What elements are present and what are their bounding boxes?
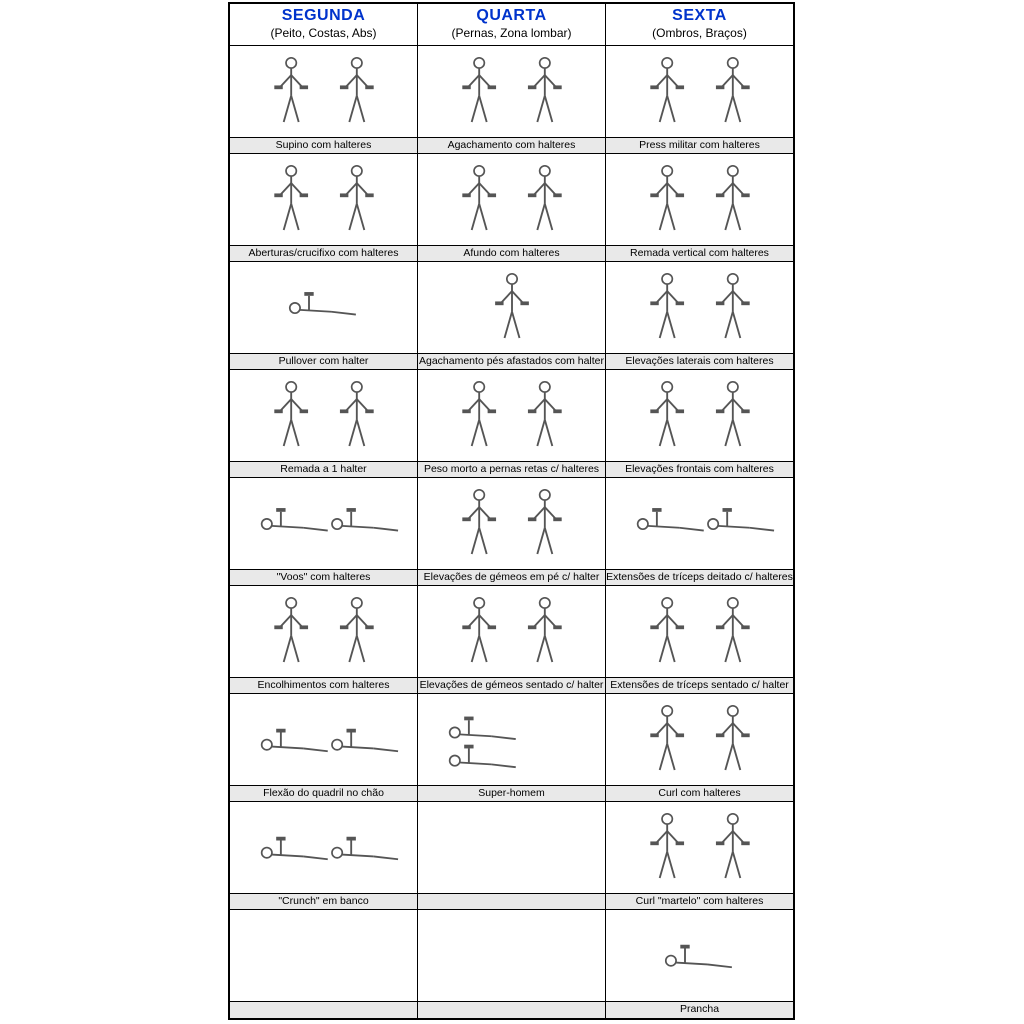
exercise-caption: "Crunch" em banco bbox=[230, 893, 417, 910]
exercise-cell bbox=[230, 586, 417, 694]
day-label: SEGUNDA bbox=[281, 7, 366, 24]
exercise-cell bbox=[418, 694, 605, 802]
exercise-illustration bbox=[418, 46, 605, 137]
column-header bbox=[606, 4, 793, 46]
column-sexta bbox=[606, 4, 793, 1018]
exercise-cell bbox=[418, 154, 605, 262]
exercise-caption bbox=[418, 893, 605, 910]
exercise-illustration bbox=[230, 478, 417, 569]
muscle-group-label: (Ombros, Braços) bbox=[652, 26, 747, 40]
exercise-cell bbox=[606, 46, 793, 154]
exercise-caption bbox=[418, 1001, 605, 1018]
exercise-caption: Supino com halteres bbox=[230, 137, 417, 154]
day-label: SEXTA bbox=[672, 7, 727, 24]
exercise-illustration bbox=[230, 46, 417, 137]
exercise-caption: Encolhimentos com halteres bbox=[230, 677, 417, 694]
exercise-illustration bbox=[606, 802, 793, 893]
column-header bbox=[418, 4, 605, 46]
exercise-caption: Curl com halteres bbox=[606, 785, 793, 802]
workout-table bbox=[228, 2, 795, 1020]
exercise-illustration bbox=[606, 154, 793, 245]
exercise-cell bbox=[418, 262, 605, 370]
exercise-cell bbox=[230, 802, 417, 910]
exercise-illustration bbox=[606, 694, 793, 785]
exercise-illustration bbox=[230, 154, 417, 245]
column-segunda bbox=[230, 4, 418, 1018]
exercise-caption: Flexão do quadril no chão bbox=[230, 785, 417, 802]
exercise-cell bbox=[230, 262, 417, 370]
exercise-caption: Aberturas/crucifixo com halteres bbox=[230, 245, 417, 262]
exercise-cell bbox=[606, 478, 793, 586]
exercise-caption: Elevações de gémeos em pé c/ halter bbox=[418, 569, 605, 586]
exercise-illustration bbox=[230, 802, 417, 893]
exercise-illustration bbox=[606, 910, 793, 1001]
exercise-caption: "Voos" com halteres bbox=[230, 569, 417, 586]
exercise-cell bbox=[606, 694, 793, 802]
exercise-cell bbox=[418, 586, 605, 694]
exercise-illustration bbox=[230, 910, 417, 1001]
exercise-caption bbox=[230, 1001, 417, 1018]
exercise-caption: Elevações de gémeos sentado c/ halter bbox=[418, 677, 605, 694]
exercise-illustration bbox=[230, 694, 417, 785]
exercise-illustration bbox=[418, 370, 605, 461]
exercise-illustration bbox=[418, 802, 605, 893]
exercise-caption: Pullover com halter bbox=[230, 353, 417, 370]
exercise-caption: Agachamento pés afastados com halter bbox=[418, 353, 605, 370]
exercise-cell bbox=[606, 910, 793, 1018]
exercise-illustration bbox=[606, 46, 793, 137]
column-header bbox=[230, 4, 417, 46]
exercise-cell bbox=[606, 262, 793, 370]
exercise-cell bbox=[606, 802, 793, 910]
exercise-caption: Elevações frontais com halteres bbox=[606, 461, 793, 478]
exercise-illustration bbox=[230, 370, 417, 461]
exercise-illustration bbox=[418, 910, 605, 1001]
exercise-caption: Agachamento com halteres bbox=[418, 137, 605, 154]
exercise-caption: Remada a 1 halter bbox=[230, 461, 417, 478]
exercise-caption: Prancha bbox=[606, 1001, 793, 1018]
exercise-cell bbox=[418, 370, 605, 478]
exercise-caption: Remada vertical com halteres bbox=[606, 245, 793, 262]
exercise-cell bbox=[418, 802, 605, 910]
exercise-cell bbox=[230, 370, 417, 478]
exercise-illustration bbox=[418, 694, 605, 785]
exercise-caption: Elevações laterais com halteres bbox=[606, 353, 793, 370]
exercise-illustration bbox=[418, 478, 605, 569]
exercise-cell bbox=[230, 694, 417, 802]
exercise-cell bbox=[230, 46, 417, 154]
exercise-illustration bbox=[606, 262, 793, 353]
exercise-caption: Afundo com halteres bbox=[418, 245, 605, 262]
exercise-cell bbox=[230, 478, 417, 586]
exercise-cell bbox=[418, 910, 605, 1018]
exercise-cell bbox=[230, 154, 417, 262]
exercise-cell bbox=[606, 370, 793, 478]
exercise-cell bbox=[606, 154, 793, 262]
exercise-illustration bbox=[418, 154, 605, 245]
muscle-group-label: (Pernas, Zona lombar) bbox=[451, 26, 572, 40]
exercise-cell bbox=[606, 586, 793, 694]
exercise-caption: Press militar com halteres bbox=[606, 137, 793, 154]
exercise-caption: Peso morto a pernas retas c/ halteres bbox=[418, 461, 605, 478]
exercise-illustration bbox=[606, 370, 793, 461]
column-quarta bbox=[418, 4, 606, 1018]
exercise-caption: Extensões de tríceps deitado c/ halteres bbox=[606, 569, 793, 586]
exercise-illustration bbox=[230, 262, 417, 353]
exercise-cell bbox=[230, 910, 417, 1018]
exercise-illustration bbox=[418, 262, 605, 353]
exercise-caption: Extensões de tríceps sentado c/ halter bbox=[606, 677, 793, 694]
exercise-illustration bbox=[606, 478, 793, 569]
exercise-cell bbox=[418, 46, 605, 154]
exercise-cell bbox=[418, 478, 605, 586]
exercise-illustration bbox=[418, 586, 605, 677]
exercise-caption: Curl "martelo" com halteres bbox=[606, 893, 793, 910]
day-label: QUARTA bbox=[476, 7, 547, 24]
exercise-caption: Super-homem bbox=[418, 785, 605, 802]
exercise-illustration bbox=[230, 586, 417, 677]
muscle-group-label: (Peito, Costas, Abs) bbox=[270, 26, 377, 40]
exercise-illustration bbox=[606, 586, 793, 677]
